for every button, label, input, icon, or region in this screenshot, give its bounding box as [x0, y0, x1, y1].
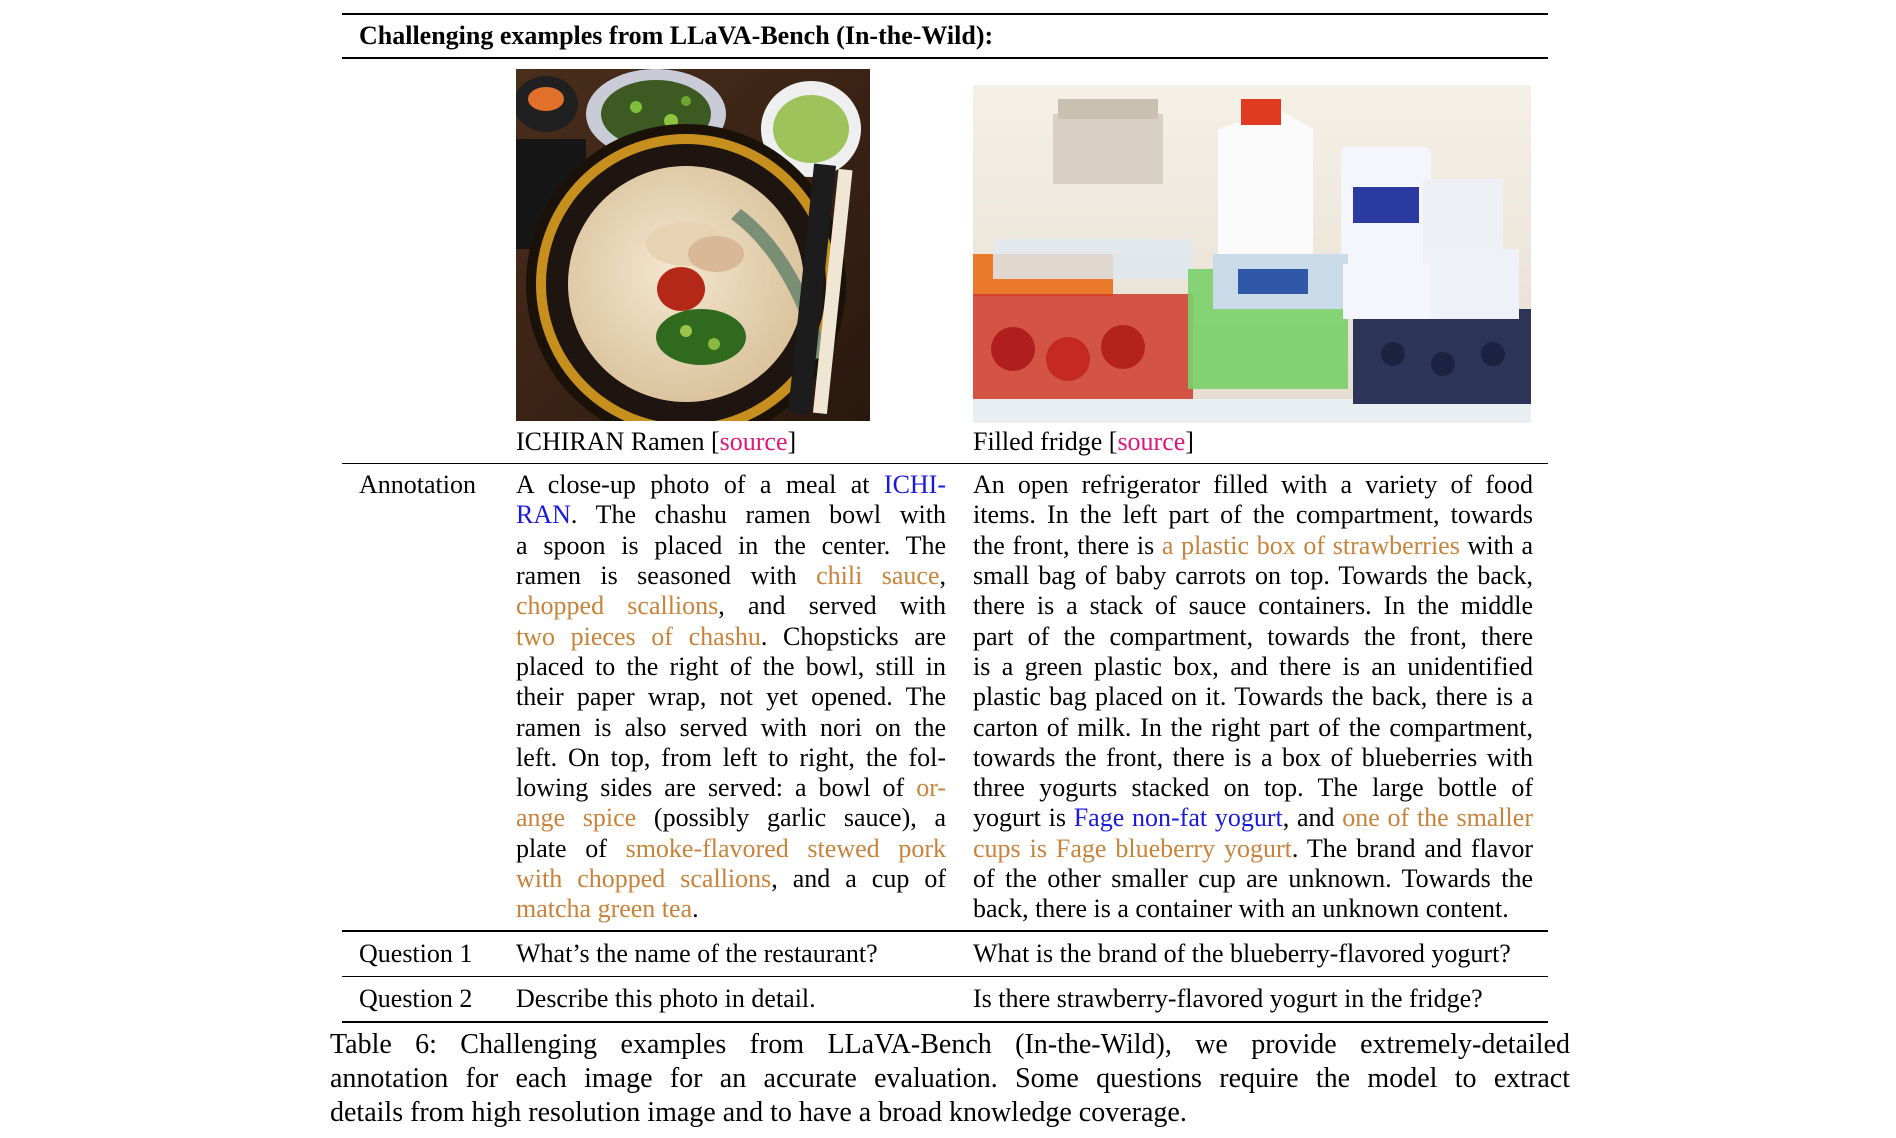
- annotation-text: part of the compartment, towards the front, there: [973, 621, 1533, 651]
- annotation-line: [516, 652, 946, 682]
- annotation-text: ramen is seasoned with: [516, 561, 817, 591]
- table-caption: [330, 1028, 1570, 1130]
- annotation-text: there is a stack of sauce containers. In the middle: [973, 591, 1533, 621]
- annotation-text: A close-up photo of a meal at: [516, 470, 884, 500]
- annotation-line: [973, 500, 1533, 530]
- annotation-text: .: [692, 894, 699, 924]
- annotation-line: [516, 864, 946, 894]
- annotation-text: of the other smaller cup are unknown. Towards the: [973, 864, 1533, 894]
- fridge-caption: Filled fridge [source]: [973, 426, 1194, 456]
- annotation-line: [516, 500, 946, 530]
- annotation-text: An open refrigerator filled with a variety of food: [973, 470, 1533, 500]
- annotation-line: [973, 713, 1533, 743]
- annotation-line: [516, 803, 946, 833]
- highlighted-detail: with chopped scallions: [516, 864, 772, 894]
- highlighted-detail: chopped scallions: [516, 591, 719, 621]
- question2-row: [342, 977, 1548, 1021]
- annotation-text: , and a cup of: [771, 864, 946, 894]
- annotation-line: [516, 894, 946, 924]
- annotation-line: [973, 652, 1533, 682]
- annotation-text: plate of: [516, 833, 626, 863]
- annotation-text: is a green plastic box, and there is an unidentified: [973, 651, 1533, 681]
- annotation-line: [973, 470, 1533, 500]
- annotation-text: ,: [939, 561, 946, 591]
- annotation-text: yogurt is: [973, 803, 1074, 833]
- ramen-caption: ICHIRAN Ramen [source]: [516, 426, 797, 456]
- entity-link-text: Fage non-fat yogurt: [1073, 803, 1283, 833]
- question2-label: Question 2: [359, 984, 473, 1014]
- bottom-rule: [342, 1021, 1548, 1023]
- annotation-text: placed to the right of the bowl, still in: [516, 651, 946, 681]
- annotation-line: [973, 773, 1533, 803]
- annotation-text: towards the front, there is a box of blueberries with: [973, 742, 1533, 772]
- annotation-text: a spoon is placed in the center. The: [516, 530, 946, 560]
- annotation-line: [516, 622, 946, 652]
- annotation-line: [516, 470, 946, 500]
- highlighted-detail: or-: [916, 773, 946, 803]
- annotation-line: [973, 561, 1533, 591]
- annotation-line: [516, 682, 946, 712]
- table-title: Challenging examples from LLaVA-Bench (In-the-Wild):: [359, 21, 994, 50]
- fridge-annotation: [973, 470, 1533, 924]
- highlighted-detail: one of the smaller: [1342, 803, 1533, 833]
- annotation-text: items. In the left part of the compartment, towards: [973, 500, 1533, 530]
- entity-link-text: ICHI-: [883, 470, 946, 500]
- annotation-text: carton of milk. In the right part of the compartment,: [973, 712, 1533, 742]
- annotation-text: small bag of baby carrots on top. Towards the back,: [973, 561, 1533, 591]
- annotation-text: back, there is a container with an unknown content.: [973, 894, 1509, 924]
- ramen-photo: [516, 69, 870, 421]
- annotation-label: Annotation: [359, 470, 476, 500]
- annotation-line: [516, 561, 946, 591]
- annotation-text: their paper wrap, not yet opened. The: [516, 682, 946, 712]
- annotation-line: [516, 713, 946, 743]
- annotation-line: [973, 864, 1533, 894]
- annotation-text: , and: [1282, 803, 1343, 833]
- caption-line: Table 6: Challenging examples from LLaVA-Bench (In-the-Wild), we provide extremely-detailed: [330, 1029, 1570, 1060]
- annotation-line: [516, 834, 946, 864]
- highlighted-detail: chili sauce: [816, 561, 940, 591]
- annotation-text: with a: [1459, 530, 1534, 560]
- ramen-question2: Describe this photo in detail.: [516, 984, 816, 1014]
- annotation-line: [516, 531, 946, 561]
- highlighted-detail: matcha green tea: [516, 894, 693, 924]
- highlighted-detail: cups is Fage blueberry yogurt: [973, 833, 1292, 863]
- annotation-line: [973, 622, 1533, 652]
- annotation-line: [516, 591, 946, 621]
- highlighted-detail: smoke-flavored stewed pork: [625, 833, 946, 863]
- fridge-photo: [973, 69, 1531, 423]
- fridge-name: Filled fridge: [973, 426, 1103, 456]
- ramen-name: ICHIRAN Ramen: [516, 426, 705, 456]
- annotation-line: [516, 743, 946, 773]
- question1-row: [342, 932, 1548, 976]
- highlighted-detail: two pieces of chashu: [516, 621, 761, 651]
- ramen-annotation: [516, 470, 946, 924]
- highlighted-detail: ange spice: [516, 803, 637, 833]
- annotation-text: left. On top, from left to right, the fol-: [516, 742, 946, 772]
- highlighted-detail: a plastic box of strawberries: [1161, 530, 1460, 560]
- annotation-text: , and served with: [718, 591, 946, 621]
- caption-line: annotation for each image for an accurate evaluation. Some questions require the model to extract: [330, 1063, 1570, 1094]
- annotation-text: ramen is also served with nori on the: [516, 712, 946, 742]
- question1-label: Question 1: [359, 938, 473, 968]
- annotation-text: three yogurts stacked on top. The large bottle of: [973, 773, 1533, 803]
- entity-link-text: RAN: [516, 500, 571, 530]
- annotation-text: (possibly garlic sauce), a: [636, 803, 946, 833]
- annotation-text: . Chopsticks are: [760, 621, 946, 651]
- annotation-line: [516, 773, 946, 803]
- annotation-line: [973, 743, 1533, 773]
- fridge-question1: What is the brand of the blueberry-flavored yogurt?: [973, 938, 1511, 968]
- annotation-line: [973, 803, 1533, 833]
- caption-line: details from high resolution image and to have a broad knowledge coverage.: [330, 1097, 1187, 1128]
- annotation-text: the front, there is: [973, 530, 1162, 560]
- fridge-question2: Is there strawberry-flavored yogurt in the fridge?: [973, 984, 1483, 1014]
- annotation-row: [342, 464, 1548, 930]
- annotation-line: [973, 894, 1533, 924]
- annotation-line: [973, 834, 1533, 864]
- annotation-text: lowing sides are served: a bowl of: [516, 773, 917, 803]
- annotation-line: [973, 531, 1533, 561]
- annotation-line: [973, 682, 1533, 712]
- ramen-question1: What’s the name of the restaurant?: [516, 938, 878, 968]
- table-6: [342, 13, 1548, 1023]
- fridge-source-link[interactable]: source: [1117, 426, 1186, 456]
- annotation-line: [973, 591, 1533, 621]
- ramen-source-link[interactable]: source: [719, 426, 788, 456]
- annotation-text: plastic bag placed on it. Towards the back, there is a: [973, 682, 1533, 712]
- annotation-text: . The brand and flavor: [1291, 833, 1533, 863]
- images-row: [342, 59, 1548, 463]
- annotation-text: . The chashu ramen bowl with: [570, 500, 946, 530]
